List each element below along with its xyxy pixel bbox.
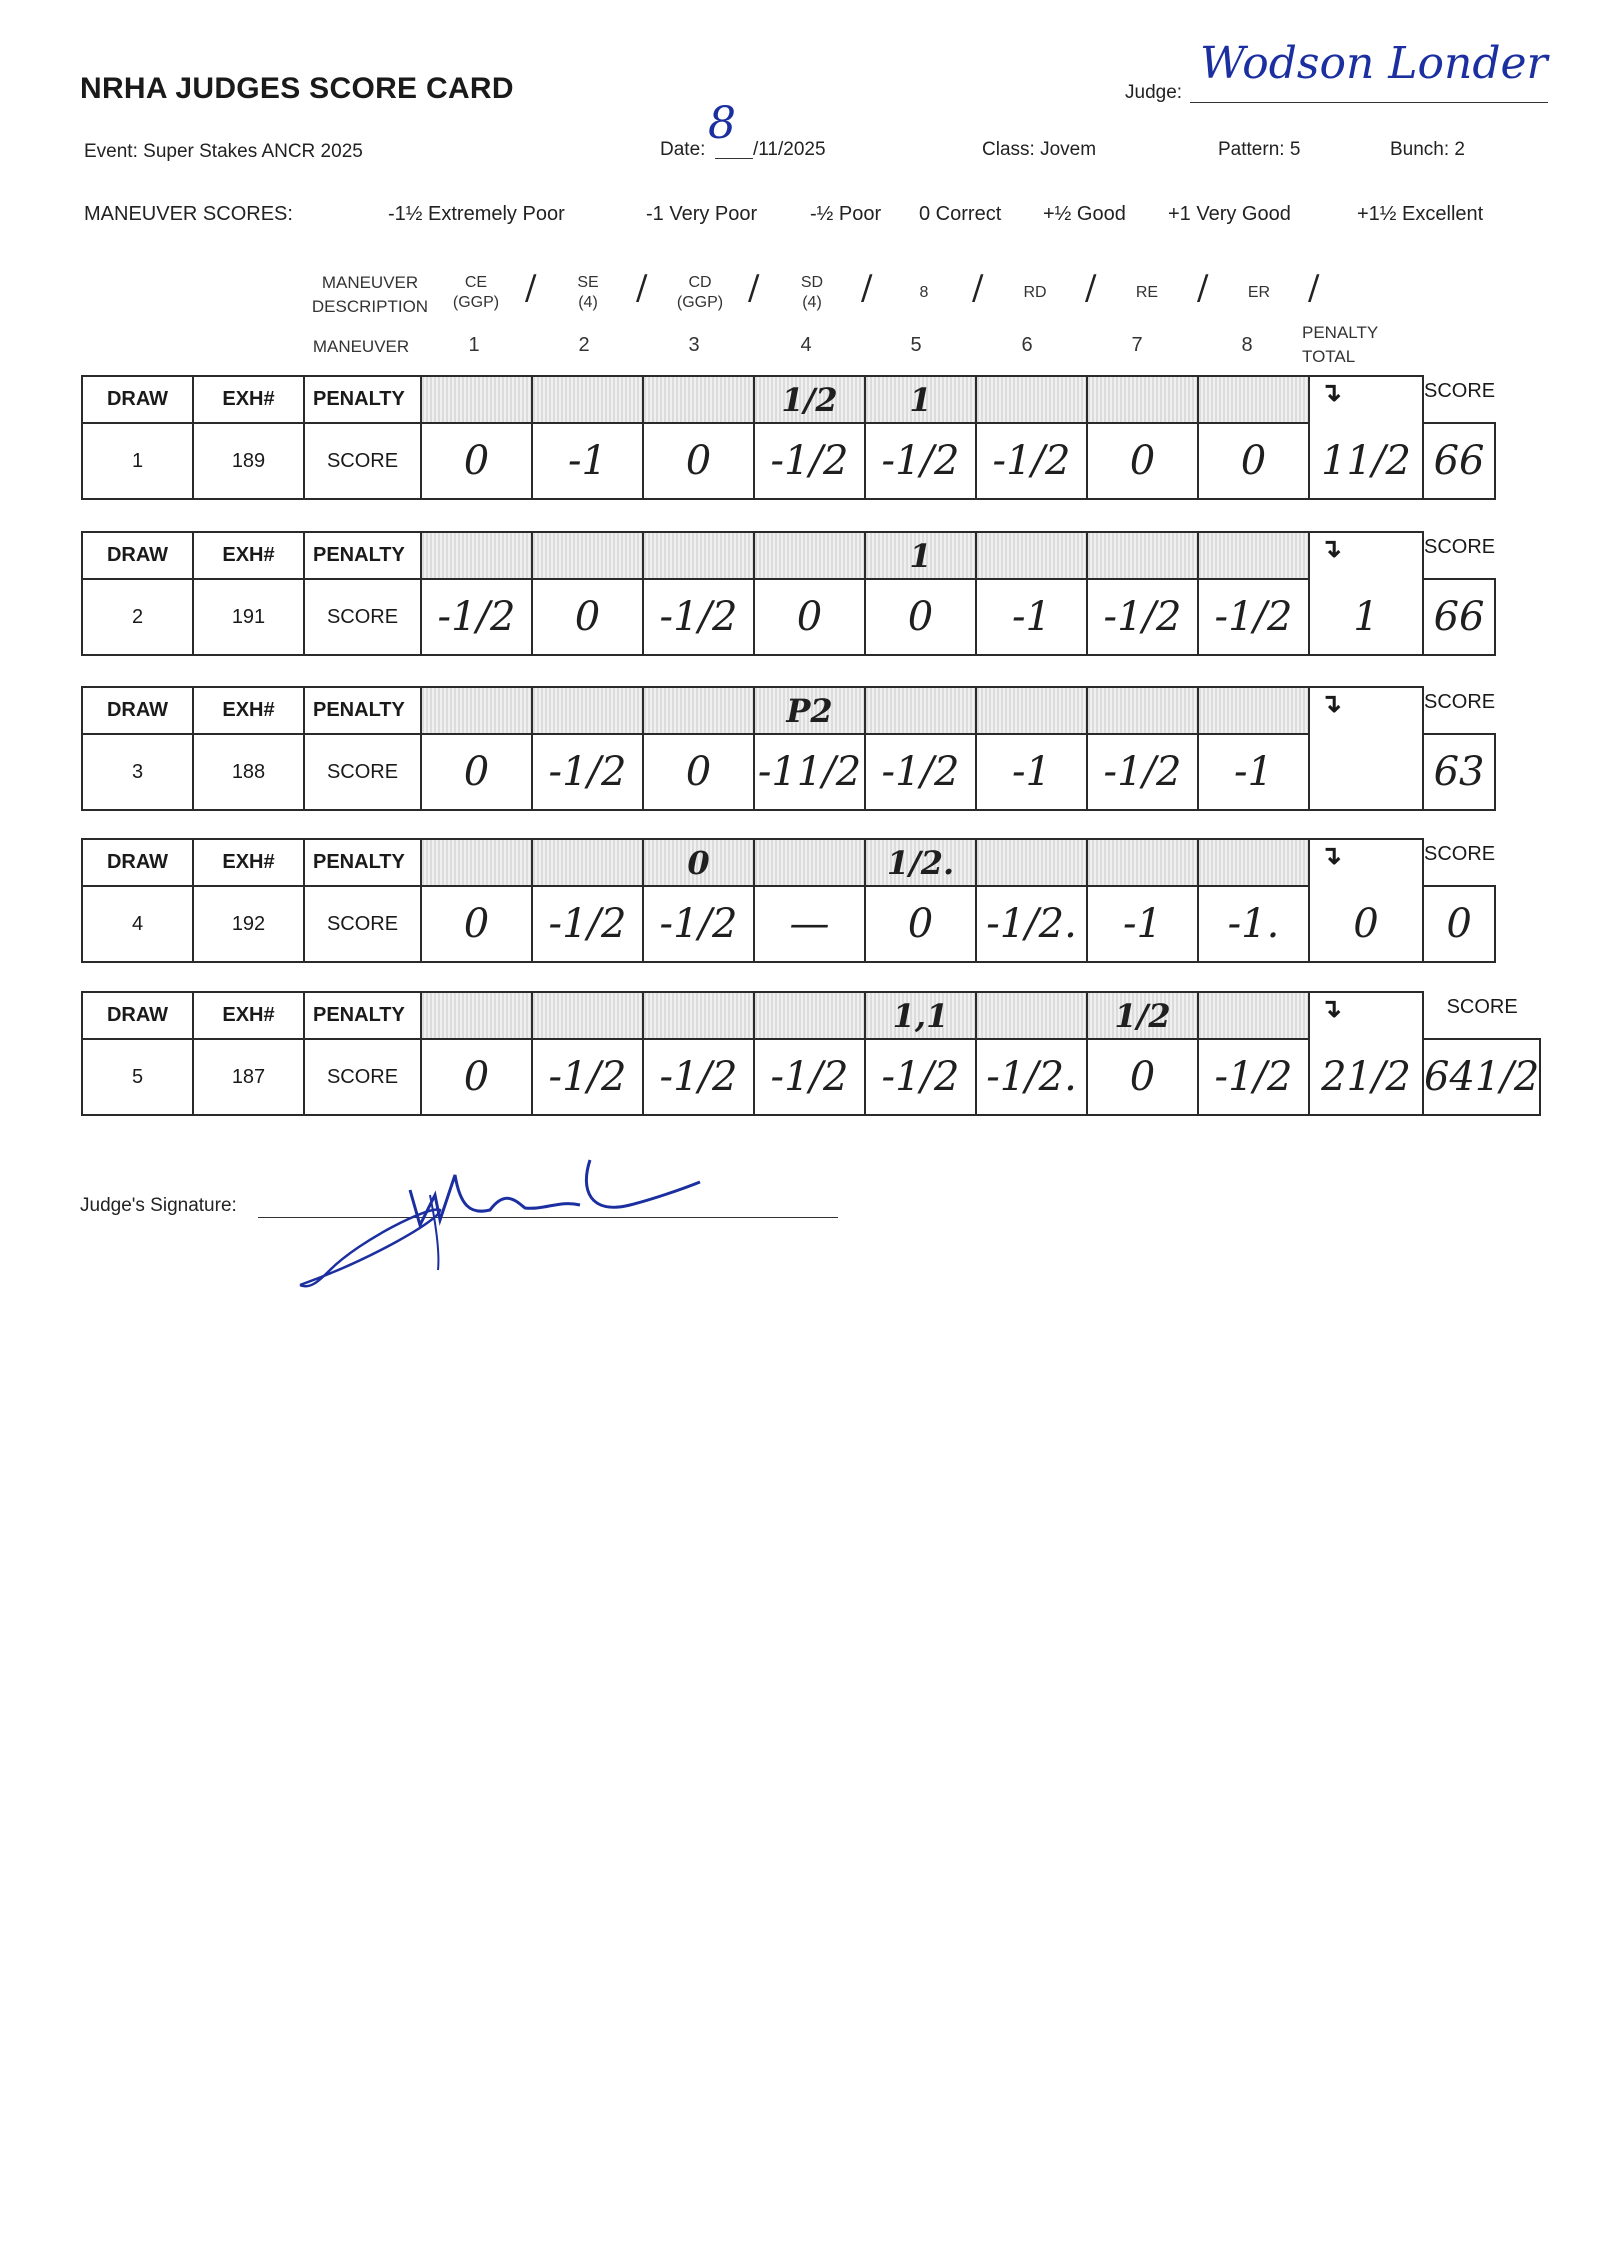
- penalty-cell[interactable]: [1198, 839, 1309, 886]
- arrow-icon: ↴: [1320, 688, 1342, 718]
- penalty-cell[interactable]: [976, 839, 1087, 886]
- maneuver-score-value: -1/2: [548, 749, 627, 795]
- penalty-header: PENALTY: [304, 532, 421, 579]
- draw-header: DRAW: [82, 376, 193, 423]
- penalty-cell[interactable]: [865, 376, 976, 423]
- penalty-total-value: 1: [1353, 593, 1379, 640]
- maneuver-score-cell[interactable]: [754, 886, 865, 962]
- maneuver-score-value: 0: [907, 901, 934, 947]
- score-label: SCORE: [304, 734, 421, 810]
- judge-name: Wodson Londer: [1200, 38, 1548, 89]
- scale-item: +½ Good: [1043, 203, 1126, 225]
- judge-name-line: [1190, 102, 1548, 103]
- maneuver-score-cell[interactable]: [1087, 579, 1198, 655]
- score-header: SCORE: [1423, 376, 1495, 423]
- maneuver-score-value: 0: [463, 901, 490, 947]
- maneuver-code: SD (4): [800, 274, 824, 311]
- penalty-value: 1: [909, 380, 932, 419]
- maneuver-score-value: -1/2: [548, 901, 627, 947]
- maneuver-score-cell[interactable]: [1087, 1039, 1198, 1115]
- penalty-cell[interactable]: [754, 376, 865, 423]
- maneuver-score-value: -1/2.: [986, 901, 1077, 947]
- penalty-cell[interactable]: [865, 532, 976, 579]
- maneuver-score-cell[interactable]: [1198, 423, 1309, 499]
- arrow-icon: ↴: [1320, 533, 1342, 563]
- separator-slash: /: [861, 268, 873, 308]
- maneuver-score-value: 0: [463, 1054, 490, 1100]
- date-label: Date:: [660, 139, 706, 160]
- final-score-cell[interactable]: [1423, 579, 1495, 655]
- maneuver-code: 8: [919, 284, 929, 301]
- penalty-total-arrow: [1309, 376, 1423, 423]
- judge-signature: [290, 1120, 710, 1300]
- arrow-icon: ↴: [1320, 993, 1342, 1023]
- penalty-cell[interactable]: [754, 687, 865, 734]
- penalty-cell[interactable]: [976, 532, 1087, 579]
- maneuver-code: RD: [1023, 284, 1047, 301]
- maneuver-score-cell[interactable]: [1087, 886, 1198, 962]
- score-label: SCORE: [304, 1039, 421, 1115]
- pattern-label: Pattern: 5: [1218, 139, 1301, 160]
- maneuver-score-cell[interactable]: [754, 423, 865, 499]
- maneuver-number: 8: [1241, 334, 1253, 356]
- maneuver-score-cell[interactable]: [865, 734, 976, 810]
- penalty-value: P2: [786, 691, 833, 730]
- draw-number: 3: [82, 734, 193, 810]
- penalty-cell[interactable]: [643, 376, 754, 423]
- penalty-cell[interactable]: [976, 687, 1087, 734]
- penalty-total-value: 11/2: [1321, 437, 1411, 484]
- score-entry-table: [81, 838, 1496, 963]
- final-score-cell[interactable]: [1423, 423, 1495, 499]
- score-label: SCORE: [304, 886, 421, 962]
- penalty-header: PENALTY: [304, 376, 421, 423]
- exh-header: EXH#: [193, 376, 304, 423]
- separator-slash: /: [525, 268, 537, 308]
- maneuver-score-cell[interactable]: [976, 886, 1087, 962]
- penalty-total-arrow: [1309, 532, 1423, 579]
- score-entry-table: [81, 686, 1496, 811]
- maneuver-score-cell[interactable]: [643, 734, 754, 810]
- maneuver-score-value: -1/2: [1103, 594, 1182, 640]
- penalty-cell[interactable]: [1087, 376, 1198, 423]
- class-label: Class: Jovem: [982, 139, 1097, 160]
- maneuver-score-value: 0: [463, 749, 490, 795]
- maneuver-number: 2: [578, 334, 590, 356]
- maneuver-score-cell[interactable]: [1198, 579, 1309, 655]
- penalty-cell[interactable]: [532, 687, 643, 734]
- penalty-value: 1/2: [781, 380, 838, 419]
- final-score-cell[interactable]: [1423, 734, 1495, 810]
- score-entry-table: [81, 531, 1496, 656]
- draw-number: 5: [82, 1039, 193, 1115]
- penalty-header: PENALTY: [304, 687, 421, 734]
- penalty-value: 1: [909, 536, 932, 575]
- maneuver-score-value: 0: [685, 749, 712, 795]
- penalty-cell[interactable]: [643, 992, 754, 1039]
- penalty-cell[interactable]: [1087, 687, 1198, 734]
- maneuver-score-value: -1/2: [881, 1054, 960, 1100]
- maneuver-score-value: —: [789, 901, 830, 947]
- maneuver-score-cell[interactable]: [1198, 1039, 1309, 1115]
- maneuver-code: SE (4): [577, 274, 599, 311]
- separator-slash: /: [1085, 268, 1097, 308]
- penalty-cell[interactable]: [421, 687, 532, 734]
- penalty-total-label: PENALTY TOTAL: [1302, 323, 1378, 366]
- maneuver-score-cell[interactable]: [865, 1039, 976, 1115]
- maneuver-score-value: 0: [907, 594, 934, 640]
- penalty-cell[interactable]: [1198, 687, 1309, 734]
- maneuver-score-cell[interactable]: [1087, 423, 1198, 499]
- maneuver-score-value: -1/2: [992, 438, 1071, 484]
- penalty-total-arrow: [1309, 992, 1423, 1039]
- maneuver-number: 7: [1131, 334, 1143, 356]
- penalty-cell[interactable]: [976, 376, 1087, 423]
- maneuver-score-cell[interactable]: [421, 886, 532, 962]
- exh-number: 187: [193, 1039, 304, 1115]
- maneuver-score-value: -11/2: [757, 749, 862, 795]
- penalty-value: 1/2.: [886, 843, 955, 882]
- maneuver-score-cell[interactable]: [1087, 734, 1198, 810]
- maneuver-number: 6: [1021, 334, 1033, 356]
- maneuver-score-cell[interactable]: [532, 734, 643, 810]
- final-score-value: 66: [1433, 594, 1485, 640]
- draw-header: DRAW: [82, 532, 193, 579]
- separator-slash: /: [1308, 268, 1320, 308]
- maneuver-score-cell[interactable]: [532, 579, 643, 655]
- penalty-total-arrow: [1309, 839, 1423, 886]
- exh-number: 189: [193, 423, 304, 499]
- penalty-cell[interactable]: [421, 839, 532, 886]
- maneuver-scores-label: MANEUVER SCORES:: [84, 203, 293, 225]
- maneuver-score-cell[interactable]: [754, 1039, 865, 1115]
- maneuver-score-cell[interactable]: [421, 579, 532, 655]
- penalty-cell[interactable]: [532, 992, 643, 1039]
- penalty-cell[interactable]: [1198, 992, 1309, 1039]
- maneuver-code: RE: [1135, 284, 1159, 301]
- maneuver-score-value: -1/2.: [986, 1054, 1077, 1100]
- date-day-line: [715, 158, 753, 159]
- maneuver-score-value: -1/2: [548, 1054, 627, 1100]
- score-label: SCORE: [304, 423, 421, 499]
- penalty-total-arrow: [1309, 687, 1423, 734]
- maneuver-score-cell[interactable]: [976, 423, 1087, 499]
- event-label: Event: Super Stakes ANCR 2025: [84, 141, 363, 162]
- maneuver-score-cell[interactable]: [976, 1039, 1087, 1115]
- maneuver-score-value: -1/2: [437, 594, 516, 640]
- penalty-cell[interactable]: [643, 839, 754, 886]
- maneuver-score-value: -1/2: [659, 594, 738, 640]
- maneuver-score-value: -1/2: [1103, 749, 1182, 795]
- exh-header: EXH#: [193, 839, 304, 886]
- penalty-cell[interactable]: [421, 532, 532, 579]
- maneuver-score-cell[interactable]: [1198, 734, 1309, 810]
- penalty-cell[interactable]: [643, 687, 754, 734]
- maneuver-score-value: 0: [1129, 1054, 1156, 1100]
- score-header: SCORE: [1423, 532, 1495, 579]
- arrow-icon: ↴: [1320, 377, 1342, 407]
- score-entry-table: [81, 991, 1541, 1116]
- penalty-total-cell[interactable]: [1309, 423, 1423, 499]
- maneuver-score-value: 0: [1240, 438, 1267, 484]
- exh-header: EXH#: [193, 532, 304, 579]
- scale-item: 0 Correct: [919, 203, 1002, 225]
- separator-slash: /: [748, 268, 760, 308]
- exh-number: 191: [193, 579, 304, 655]
- maneuver-code: CE (GGP): [452, 274, 500, 311]
- maneuver-score-cell[interactable]: [976, 734, 1087, 810]
- maneuver-score-value: 0: [796, 594, 823, 640]
- penalty-cell[interactable]: [865, 687, 976, 734]
- penalty-total-value: 21/2: [1321, 1053, 1411, 1100]
- judge-label: Judge:: [1125, 82, 1183, 103]
- scale-item: +1 Very Good: [1168, 203, 1291, 225]
- penalty-total-cell[interactable]: [1309, 734, 1423, 810]
- maneuver-score-cell[interactable]: [532, 423, 643, 499]
- svg-text:Wlanchs: Wlanchs: [465, 1212, 469, 1213]
- draw-number: 1: [82, 423, 193, 499]
- maneuver-score-cell[interactable]: [421, 423, 532, 499]
- exh-header: EXH#: [193, 992, 304, 1039]
- penalty-cell[interactable]: [754, 839, 865, 886]
- maneuver-score-cell[interactable]: [976, 579, 1087, 655]
- maneuver-score-cell[interactable]: [532, 886, 643, 962]
- final-score-value: 66: [1433, 438, 1485, 484]
- maneuver-score-value: -1: [1234, 749, 1273, 795]
- penalty-total-value: 0: [1353, 900, 1379, 947]
- exh-number: 188: [193, 734, 304, 810]
- penalty-cell[interactable]: [532, 839, 643, 886]
- maneuver-score-value: -1: [1012, 594, 1051, 640]
- penalty-total-cell[interactable]: [1309, 886, 1423, 962]
- maneuver-number: 1: [468, 334, 480, 356]
- bunch-label: Bunch: 2: [1390, 139, 1465, 160]
- penalty-cell[interactable]: [421, 992, 532, 1039]
- penalty-header: PENALTY: [304, 839, 421, 886]
- maneuver-score-value: 0: [463, 438, 490, 484]
- maneuver-score-cell[interactable]: [865, 886, 976, 962]
- maneuver-score-cell[interactable]: [754, 579, 865, 655]
- maneuver-score-value: -1: [568, 438, 607, 484]
- scale-item: -1½ Extremely Poor: [388, 203, 565, 225]
- draw-header: DRAW: [82, 687, 193, 734]
- penalty-cell[interactable]: [532, 532, 643, 579]
- maneuver-description-label: MANEUVER DESCRIPTION: [311, 273, 429, 316]
- maneuver-code: CD (GGP): [676, 274, 724, 311]
- exh-number: 192: [193, 886, 304, 962]
- draw-header: DRAW: [82, 839, 193, 886]
- penalty-value: 1,1: [892, 996, 949, 1035]
- separator-slash: /: [972, 268, 984, 308]
- penalty-cell[interactable]: [1087, 839, 1198, 886]
- maneuver-score-value: -1.: [1227, 901, 1280, 947]
- final-score-cell[interactable]: [1423, 886, 1495, 962]
- draw-number: 2: [82, 579, 193, 655]
- penalty-cell[interactable]: [1198, 376, 1309, 423]
- penalty-cell[interactable]: [1087, 532, 1198, 579]
- maneuver-score-value: -1/2: [1214, 594, 1293, 640]
- penalty-cell[interactable]: [532, 376, 643, 423]
- maneuver-score-cell[interactable]: [754, 734, 865, 810]
- maneuver-score-cell[interactable]: [865, 423, 976, 499]
- score-label: SCORE: [304, 579, 421, 655]
- maneuver-score-value: -1/2: [770, 438, 849, 484]
- penalty-cell[interactable]: [1087, 992, 1198, 1039]
- maneuver-score-cell[interactable]: [421, 1039, 532, 1115]
- maneuver-score-value: -1/2: [881, 749, 960, 795]
- maneuver-score-cell[interactable]: [1198, 886, 1309, 962]
- maneuver-score-value: -1/2: [659, 1054, 738, 1100]
- maneuver-number: 3: [688, 334, 700, 356]
- maneuver-score-cell[interactable]: [643, 579, 754, 655]
- maneuver-score-value: -1/2: [881, 438, 960, 484]
- final-score-value: 641/2: [1424, 1054, 1540, 1100]
- scale-item: +1½ Excellent: [1357, 203, 1484, 225]
- maneuver-score-cell[interactable]: [532, 1039, 643, 1115]
- maneuver-score-cell[interactable]: [865, 579, 976, 655]
- maneuver-score-value: -1/2: [1214, 1054, 1293, 1100]
- penalty-total-cell[interactable]: [1309, 579, 1423, 655]
- score-header: SCORE: [1423, 839, 1495, 886]
- penalty-cell[interactable]: [865, 839, 976, 886]
- maneuver-score-cell[interactable]: [643, 423, 754, 499]
- maneuver-score-value: -1/2: [770, 1054, 849, 1100]
- arrow-icon: ↴: [1320, 840, 1342, 870]
- maneuver-number: 4: [800, 334, 812, 356]
- maneuver-score-cell[interactable]: [643, 886, 754, 962]
- penalty-total-cell[interactable]: [1309, 1039, 1423, 1115]
- separator-slash: /: [636, 268, 648, 308]
- maneuver-number-label: MANEUVER: [312, 337, 410, 356]
- penalty-value: 0: [687, 843, 710, 882]
- score-header: SCORE: [1423, 992, 1540, 1039]
- maneuver-code: ER: [1247, 284, 1271, 301]
- score-entry-table: [81, 375, 1496, 500]
- maneuver-score-value: 0: [574, 594, 601, 640]
- penalty-cell[interactable]: [643, 532, 754, 579]
- scale-item: -1 Very Poor: [646, 203, 758, 225]
- penalty-cell[interactable]: [865, 992, 976, 1039]
- final-score-value: 0: [1446, 901, 1472, 947]
- maneuver-score-cell[interactable]: [643, 1039, 754, 1115]
- draw-header: DRAW: [82, 992, 193, 1039]
- maneuver-score-cell[interactable]: [421, 734, 532, 810]
- maneuver-score-value: -1: [1123, 901, 1162, 947]
- penalty-cell[interactable]: [1198, 532, 1309, 579]
- final-score-value: 63: [1433, 749, 1485, 795]
- penalty-cell[interactable]: [754, 532, 865, 579]
- separator-slash: /: [1197, 268, 1209, 308]
- maneuver-score-value: -1/2: [659, 901, 738, 947]
- final-score-cell[interactable]: [1423, 1039, 1540, 1115]
- score-header: SCORE: [1423, 687, 1495, 734]
- date-rest: /11/2025: [753, 139, 826, 160]
- maneuver-score-value: 0: [685, 438, 712, 484]
- scale-item: -½ Poor: [810, 203, 882, 225]
- penalty-cell[interactable]: [421, 376, 532, 423]
- draw-number: 4: [82, 886, 193, 962]
- maneuver-score-value: -1: [1012, 749, 1051, 795]
- signature-label: Judge's Signature:: [80, 1195, 237, 1216]
- date-day: 8: [708, 98, 736, 149]
- penalty-cell[interactable]: [976, 992, 1087, 1039]
- exh-header: EXH#: [193, 687, 304, 734]
- maneuver-score-value: 0: [1129, 438, 1156, 484]
- penalty-value: 1/2: [1114, 996, 1171, 1035]
- maneuver-number: 5: [910, 334, 922, 356]
- penalty-cell[interactable]: [754, 992, 865, 1039]
- penalty-header: PENALTY: [304, 992, 421, 1039]
- score-card-title: NRHA JUDGES SCORE CARD: [80, 72, 514, 105]
